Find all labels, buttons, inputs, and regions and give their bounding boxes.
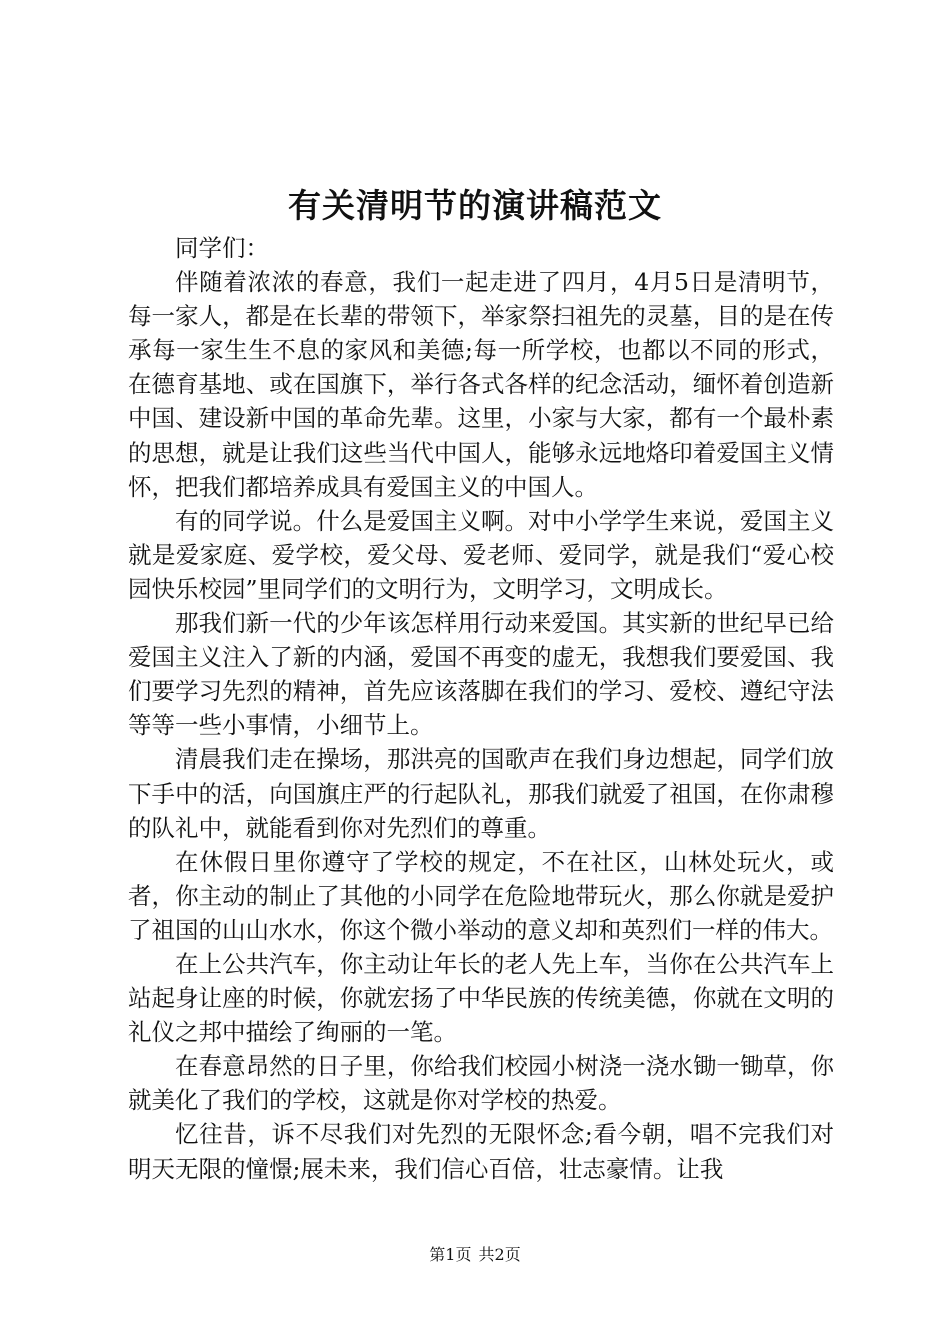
paragraph: 忆往昔，诉不尽我们对先烈的无限怀念;看今朝，唱不完我们对明天无限的憧憬;展未来，我们信心百倍，壮志豪情。让我 — [128, 1120, 834, 1183]
document-body — [128, 231, 834, 1186]
paragraph: 伴随着浓浓的春意，我们一起走进了四月，4月5日是清明节，每一家人，都是在长辈的带领下，举家祭扫祖先的灵墓，目的是在传承每一家生生不息的家风和美德;每一所学校，也都以不同的形式，在德育基地、或在国旗下，举行各式各样的纪念活动，缅怀着创造新中国、建设新中国的革命先辈。这里，小家与大家，都有一个最朴素的思想，就是让我们这些当代中国人，能够永远地烙印着爱国主义情怀，把我们都培养成具有爱国主义的中国人。 — [128, 268, 834, 501]
paragraph: 在上公共汽车，你主动让年长的老人先上车，当你在公共汽车上站起身让座的时候，你就宏扬了中华民族的传统美德，你就在文明的礼仪之邦中描绘了绚丽的一笔。 — [128, 949, 834, 1047]
document-title: 有关清明节的演讲稿范文 — [288, 186, 662, 225]
paragraph-salutation: 同学们： — [175, 234, 269, 262]
paragraph: 清晨我们走在操场，那洪亮的国歌声在我们身边想起，同学们放下手中的活，向国旗庄严的行起队礼，那我们就爱了祖国，在你肃穆的队礼中，就能看到你对先烈们的尊重。 — [128, 745, 834, 842]
paragraph: 在休假日里你遵守了学校的规定，不在社区，山林处玩火，或者，你主动的制止了其他的小同学在危险地带玩火，那么你就是爱护了祖国的山山水水，你这个微小举动的意义却和英烈们一样的伟大。 — [128, 847, 834, 944]
page-footer: 第1页 共2页 — [429, 1245, 521, 1264]
paragraph: 在春意昂然的日子里，你给我们校园小树浇一浇水锄一锄草，你就美化了我们的学校，这就是你对学校的热爱。 — [128, 1052, 834, 1115]
paragraph: 有的同学说。什么是爱国主义啊。对中小学学生来说，爱国主义就是爱家庭、爱学校，爱父母、爱老师、爱同学，就是我们“爱心校园快乐校园”里同学们的文明行为，文明学习，文明成长。 — [128, 506, 834, 603]
paragraph: 那我们新一代的少年该怎样用行动来爱国。其实新的世纪早已给爱国主义注入了新的内涵，爱国不再变的虚无，我想我们要爱国、我们要学习先烈的精神，首先应该落脚在我们的学习、爱校、遵纪守法等等一些小事情，小细节上。 — [128, 609, 834, 740]
